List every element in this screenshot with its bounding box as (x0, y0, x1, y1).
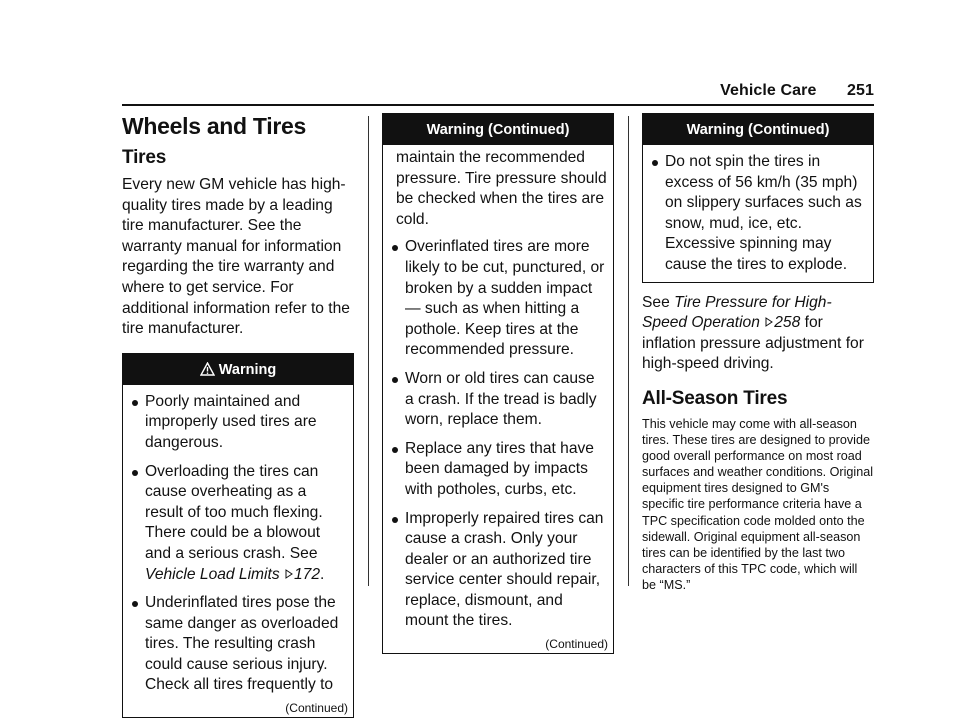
warning-item: Poorly maintained and improperly used tires are dangerous. (132, 392, 345, 454)
bullet-icon (392, 517, 398, 523)
cross-reference-link[interactable]: Vehicle Load Limits (145, 565, 280, 583)
bullet-icon (132, 470, 138, 476)
warning-box-continued (382, 113, 614, 654)
subsection-title-tires: Tires (122, 147, 167, 168)
page-reference-arrow-icon (284, 566, 294, 583)
warning-item: Overinflated tires are more likely to be cut, punctured, or broken by a sudden impact — such as when hitting a pothole. Keep tires at the recommended pressure. (392, 237, 605, 361)
column-1 (122, 110, 354, 718)
bullet-icon (392, 447, 398, 453)
warning-box-continued (642, 113, 874, 283)
column-divider-2 (628, 116, 629, 586)
all-season-paragraph: This vehicle may come with all-season tires. These tires are designed to provide good overall performance on most road surfaces and weather conditions. Original equipment tires designed to GM's specific tire performance criteria have a TPC specification code molded onto the sidewall. Original equipment all-season tires can be identified by the last two characters of this TPC code, which will be “MS.” (642, 416, 874, 592)
header-rule (122, 104, 874, 106)
see-reference-paragraph: See Tire Pressure for High-Speed Operation 258 for inflation pressure adjustment for high-speed driving. (642, 293, 864, 373)
column-divider-1 (368, 116, 369, 586)
section-title: Wheels and Tires (122, 113, 306, 139)
warning-item: Replace any tires that have been damaged by impacts with potholes, curbs, etc. (392, 439, 605, 501)
warning-continuation-text: maintain the recommended pressure. Tire pressure should be checked when the tires are cold. (396, 149, 607, 228)
tires-intro-paragraph: Every new GM vehicle has high-quality tires made by a leading tire manufacturer. See the warranty manual for information regarding the tire warranty and where to get service. For additional information refer to the tire manufacturer. (122, 176, 350, 338)
bullet-icon (652, 160, 658, 166)
bullet-icon (132, 400, 138, 406)
warning-item: Worn or old tires can cause a crash. If the tread is badly worn, replace them. (392, 369, 605, 431)
warning-item: Do not spin the tires in excess of 56 km/h (35 mph) on slippery surfaces such as snow, mud, ice, etc. Excessive spinning may cause the tires to explode. (652, 152, 865, 276)
continued-label: (Continued) (545, 637, 608, 652)
warning-heading: Warning (218, 361, 277, 378)
warning-triangle-icon (200, 356, 215, 389)
cross-reference-page[interactable]: 258 (774, 314, 801, 332)
cross-reference-link[interactable]: Tire Pressure for High-Speed Operation (642, 293, 832, 332)
page-reference-arrow-icon (764, 314, 774, 331)
page-number: 251 (847, 82, 874, 99)
warning-item: Improperly repaired tires can cause a crash. Only your dealer or an authorized tire service center should repair, replace, dismount, and mount the tires. (392, 509, 605, 633)
column-2 (382, 110, 614, 654)
warning-item: Underinflated tires pose the same danger as overloaded tires. The resulting crash could cause serious injury. Check all tires frequently to (132, 593, 345, 696)
warning-item: Overloading the tires can cause overheating as a result of too much flexing. There could be a blowout and a serious crash. See Vehicle Load Limits 172. (132, 462, 345, 586)
warning-header (123, 354, 353, 385)
running-header (720, 82, 874, 100)
running-header-section: Vehicle Care (720, 82, 817, 99)
bullet-icon (132, 601, 138, 607)
column-3 (642, 110, 874, 593)
continued-label: (Continued) (285, 701, 348, 716)
cross-reference-page[interactable]: 172 (293, 565, 321, 583)
bullet-icon (392, 377, 398, 383)
warning-header: Warning (Continued) (383, 114, 613, 145)
warning-box (122, 353, 354, 718)
bullet-icon (392, 245, 398, 251)
subsection-title-all-season: All-Season Tires (642, 387, 788, 409)
warning-header: Warning (Continued) (643, 114, 873, 145)
